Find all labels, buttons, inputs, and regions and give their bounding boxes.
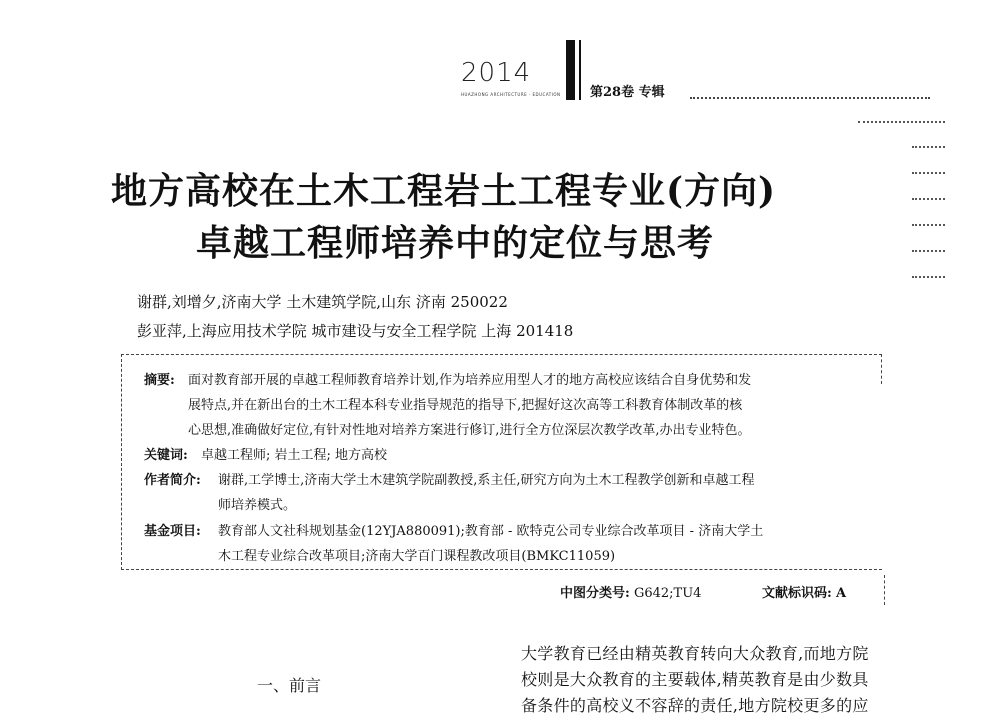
body-text-line: 备条件的高校义不容辞的责任,地方院校更多的应: [521, 696, 869, 715]
doc-code-value: A: [835, 586, 847, 601]
side-dash: [912, 276, 945, 278]
classification-edge: [884, 575, 885, 605]
side-dash: [912, 224, 945, 226]
side-dash: [912, 146, 945, 148]
header-bar-thin: [579, 40, 581, 100]
document-code: [762, 582, 846, 601]
section-heading: 一、前言: [257, 676, 322, 695]
journal-pinyin: HUAZHONG ARCHITECTURE · EDUCATION: [461, 92, 561, 97]
author-bio-line: 师培养模式。: [218, 498, 297, 513]
abstract-box-edge: [881, 354, 882, 384]
author-line-1: 谢群,刘增夕,济南大学 土木建筑学院,山东 济南 250022: [137, 293, 508, 311]
abstract-line: 心思想,准确做好定位,有针对性地对培养方案进行修订,进行全方位深层次教学改革,办出专业特色。: [188, 423, 751, 438]
paper-title-line1: 地方高校在土木工程岩土工程专业(方向): [111, 170, 777, 212]
paper-title-line2: 卓越工程师培养中的定位与思考: [196, 222, 715, 264]
author-bio-line: 谢群,工学博士,济南大学土木建筑学院副教授,系主任,研究方向为土木工程教学创新和卓越工程: [218, 473, 755, 488]
body-text-line: 校则是大众教育的主要载体,精英教育是由少数具: [521, 670, 869, 689]
clc-label: 中图分类号:: [560, 586, 630, 601]
clc-number: [560, 582, 701, 601]
keywords-text: 卓越工程师; 岩土工程; 地方高校: [201, 448, 388, 463]
abstract-line: 展特点,并在新出台的土木工程本科专业指导规范的指导下,把握好这次高等工科教育体制改革的核: [188, 398, 743, 413]
side-dash: [912, 172, 945, 174]
journal-volume: 第28卷 专辑: [590, 85, 665, 100]
side-dash: [858, 121, 945, 123]
funding-line: 木工程专业综合改革项目;济南大学百门课程教改项目(BMKC11059): [218, 549, 616, 564]
doc-code-label: 文献标识码:: [762, 586, 832, 601]
body-text-line: 大学教育已经由精英教育转向大众教育,而地方院: [521, 644, 869, 663]
header-bar-thick: [566, 40, 575, 100]
side-dash: [912, 198, 945, 200]
keywords-label: 关键词:: [144, 448, 188, 463]
abstract-line: 面对教育部开展的卓越工程师教育培养计划,作为培养应用型人才的地方高校应该结合自身优势和发: [188, 373, 752, 388]
funding-label: 基金项目:: [144, 524, 201, 539]
journal-year: 2014: [461, 58, 532, 88]
author-line-2: 彭亚萍,上海应用技术学院 城市建设与安全工程学院 上海 201418: [137, 322, 574, 340]
header-rule: [690, 97, 930, 99]
side-dash: [912, 250, 945, 252]
clc-value: G642;TU4: [633, 586, 702, 601]
author-bio-label: 作者简介:: [144, 473, 201, 488]
funding-line: 教育部人文社科规划基金(12YJA880091);教育部 - 欧特克公司专业综合改革项目 - 济南大学土: [218, 524, 764, 539]
abstract-label: 摘要:: [144, 373, 175, 388]
